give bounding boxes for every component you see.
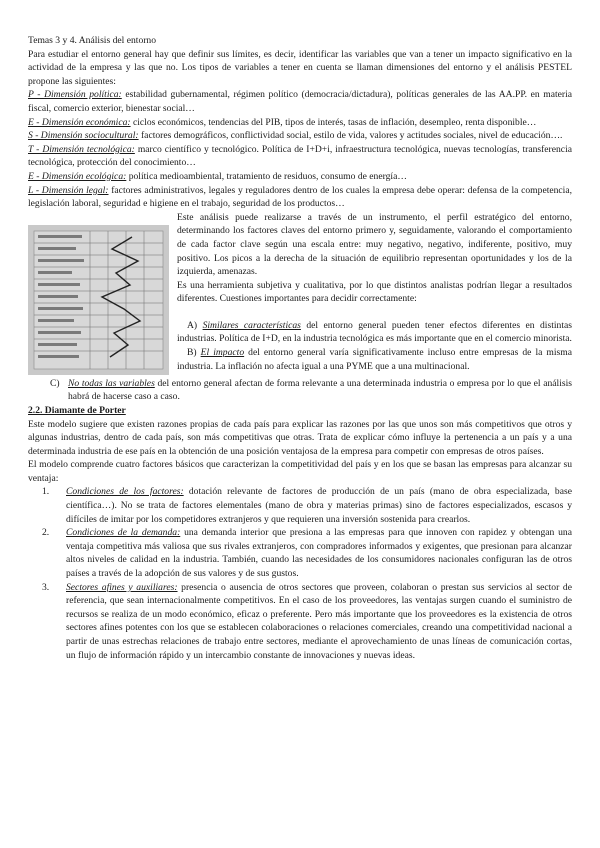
porter-paragraph-1: Este modelo sugiere que existen razones propias de cada país para explicar las razones por las que unos son más competitivos que otros y algunas industrias, dentro de cada país, son más competitivas que otras. Trata de explicar cómo influye la pertenencia a un país y a una determinada industria de ese país en la obtención de una posición ventajosa de la empresa para competir con empresas de otros países. [28, 418, 572, 457]
intro-paragraph: Para estudiar el entorno general hay que definir sus límites, es decir, identificar las variables que van a tener un impacto significativo en la actividad de la empresa y las que no. Los tipos de variables a tener en cuenta se llaman dimensiones del entorno y el análisis PESTEL propone las siguientes: [28, 48, 572, 87]
question-item-b: B) El impacto del entorno general varía significativamente incluso entre empresas de la misma industria. La inflación no afecta igual a una PYME que a una multinacional. [177, 347, 572, 372]
question-item-a: A) Similares características del entorno general pueden tener efectos diferentes en distintas industrias. Política de I+D, en la industria tecnológica es más importante que en el comercio minorista. [177, 319, 572, 345]
pestel-label: L - Dimensión legal: [28, 184, 109, 196]
question-item-c: C) No todas las variables del entorno general afectan de forma relevante a una determinada industria o empresa por lo que el análisis habrá de hacerse caso a caso. [50, 377, 572, 403]
porter-paragraph-2: El modelo comprende cuatro factores básicos que caracterizan la competitividad del país y en los que se basan las empresas para alcanzar su ventaja: [28, 459, 572, 484]
pestel-label: S - Dimensión sociocultural: [28, 130, 139, 142]
pestel-item-legal: L - Dimensión legal: factores administrativos, legales y reguladores dentro de los cuales la empresa debe operar: defensa de la competencia, legislación laboral, seguridad e higiene en el trabajo, seguridad de los productos… [28, 184, 573, 210]
analysis-paragraph-1: Este análisis puede realizarse a través de un instrumento, el perfil estratégico del entorno, determinando los factores claves del entorno primero y, seguidamente, valorando el comportamiento de cada factor clave según una escala entre: muy negativo, negativo, indiferente, positivo, muy positivo. Los picos a la derecha de la situación de equilibrio representan oportunidades y los de la izquierda, amenazas. [177, 211, 572, 278]
pestel-item-ecological: E - Dimensión ecológica: política medioambiental, tratamiento de residuos, consumo de energía… [28, 170, 407, 182]
strategic-profile-image [28, 225, 169, 375]
factor-item-3: 3. Sectores afines y auxiliares: presencia o ausencia de otros sectores que proveen, colaboran o prestan sus servicios al sector de referencia, que sean internacionalmente competitivos. En el caso de los proveedores, las ventajas surgen cuando el suministro de recursos se realiza de un modo económico, eficaz o preferente. Pero más importante que los proveedores es la existencia de otros sectores afines potentes con los que se establecen colaboraciones o relaciones comerciales, creando una competitividad nacional a partir de unas estrechas relaciones de trabajo entre sectores, mediante el aprovechamiento de unas líneas de comunicación cortas, un flujo de información rápido y un intercambio constante de innovaciones y nuevas ideas. [42, 581, 572, 661]
factor-item-2: 2. Condiciones de la demanda: una demanda interior que presiona a las empresas para que innoven con rapidez y obtengan una ventaja competitiva más valiosa que sus rivales extranjeros, con compradores informados y exigentes, que presionan para alcanzar altos niveles de calidad en la industria. También, cuando las necesidades de los consumidores nacionales configuran las de otros países a través de la adopción de sus valores y de sus gustos. [42, 527, 572, 580]
strategic-profile-graphic [28, 225, 169, 375]
document-body [28, 34, 572, 662]
pestel-item-political: P - Dimensión política: estabilidad gubernamental, régimen político (democracia/dictadura), políticas generales de las AA.PP. en materia fiscal, comercio exterior, bienestar social… [28, 89, 573, 114]
pestel-item-sociocultural: S - Dimensión sociocultural: factores demográficos, conflictividad social, estilo de vida, valores y actitudes sociales, nivel de educación…. [28, 130, 563, 142]
analysis-paragraph-2: Es una herramienta subjetiva y cualitativa, por lo que distintos analistas podrían llegar a resultados diferentes. Cuestiones importantes para decidir correctamente: [177, 279, 572, 305]
pestel-label: T - Dimensión tecnológica: [28, 143, 135, 155]
section-heading: 2.2. Diamante de Porter [28, 404, 126, 416]
page-title: Temas 3 y 4. Análisis del entorno [28, 35, 157, 46]
pestel-label: E - Dimensión ecológica: [28, 170, 127, 182]
pestel-item-technological: T - Dimensión tecnológica: marco científico y tecnológico. Política de I+D+i, infraestructura tecnológica, nuevas tecnologías, transferencia tecnológica, protección del conocimiento… [28, 143, 572, 169]
pestel-label: E - Dimensión económica: [28, 116, 131, 128]
pestel-item-economic: E - Dimensión económica: ciclos económicos, tendencias del PIB, tipos de interés, tasas de inflación, desempleo, renta disponible… [28, 116, 537, 128]
pestel-label: P - Dimensión política: [28, 89, 122, 101]
factor-item-1: 1. Condiciones de los factores: dotación relevante de factores de producción de un país (mano de obra especializada, base científica…). No se trata de factores elementales (mano de obra y materias primas) sino de factores especializados, escasos y difíciles de imitar por los competidores extranjeros y que requieren una inversión sostenida para crearlos. [42, 486, 572, 525]
